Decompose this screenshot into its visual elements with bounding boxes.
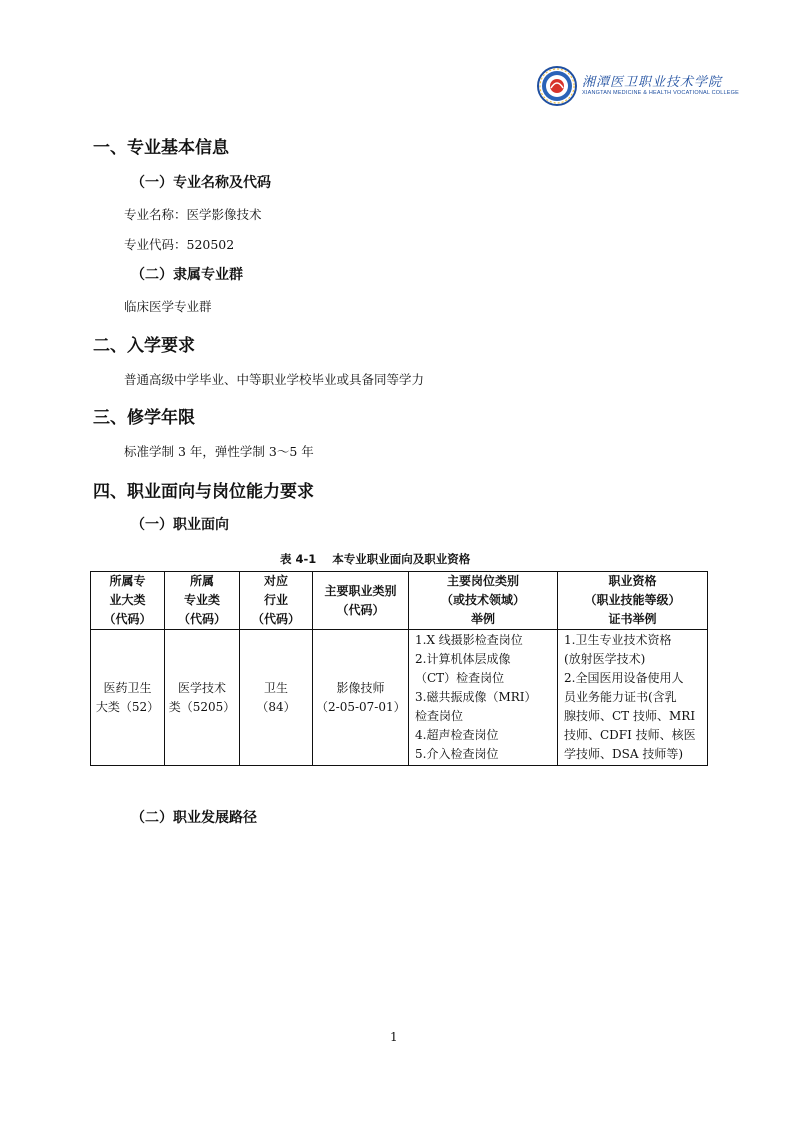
section-3-title: 三、修学年限 [93,408,195,428]
occupation-table [90,571,708,766]
table-caption: 表 4-1 本专业职业面向及职业资格 [280,552,471,566]
table-header-cell: 所属专 业大类 （代码） [91,572,165,630]
major-code-line: 专业代码：520502 [124,237,235,252]
logo-name-en: XIANGTAN MEDICINE & HEALTH VOCATIONAL COLLEGE [582,90,740,96]
table-header-cell: 主要职业类别 （代码） [313,572,409,630]
college-logo [537,66,740,108]
section-1-sub1-title: （一）专业名称及代码 [131,175,271,191]
section-1-sub2-title: （二）隶属专业群 [131,267,243,283]
certificates-cell: 1.卫生专业技术资格 (放射医学技术) 2.全国医用设备使用人 员业务能力证书(含乳 腺技师、CT 技师、MRI 技师、CDFI 技师、核医 学技师、DSA 技师等) [558,630,708,766]
positions-cell: 1.X 线摄影检查岗位 2.计算机体层成像 （CT）检查岗位 3.磁共振成像（MRI） 检查岗位 4.超声检查岗位 5.介入检查岗位 [409,630,558,766]
section-4-title: 四、职业面向与岗位能力要求 [93,482,314,502]
section-2-title: 二、入学要求 [93,336,195,356]
major-group-line: 临床医学专业群 [124,299,212,314]
section-4-sub1-title: （一）职业面向 [131,517,229,533]
industry-cell: 卫生 （84） [240,630,313,766]
table-header-cell: 所属 专业类 （代码） [165,572,240,630]
table-row [91,630,708,766]
section-4-sub2-title: （二）职业发展路径 [131,810,257,826]
table-header-cell: 对应 行业 （代码） [240,572,313,630]
table-header-cell: 主要岗位类别 （或技术领域） 举例 [409,572,558,630]
logo-name-cn: 湘潭医卫职业技术学院 [582,75,723,90]
college-emblem-icon [537,66,577,106]
page-number: 1 [390,1030,398,1044]
major-name-line: 专业名称：医学影像技术 [124,207,262,222]
major-category-cell: 医药卫生 大类（52） [91,630,165,766]
study-duration: 标准学制 3 年，弹性学制 3～5 年 [124,444,314,459]
occupation-cell: 影像技师 （2-05-07-01） [313,630,409,766]
section-1-title: 一、专业基本信息 [93,138,229,158]
table-header-row [91,572,708,630]
admission-requirement: 普通高级中学毕业、中等职业学校毕业或具备同等学力 [124,372,425,387]
specialty-cell: 医学技术 类（5205） [165,630,240,766]
table-header-cell: 职业资格 （职业技能等级） 证书举例 [558,572,708,630]
